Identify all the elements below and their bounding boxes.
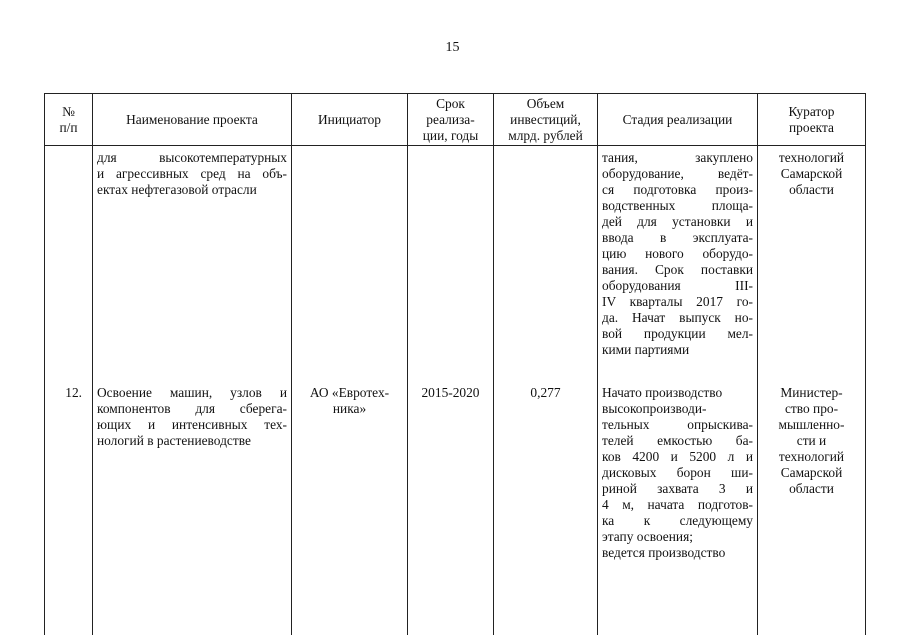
header-project-name: Наименование проекта [93, 94, 292, 146]
cell-stage: тания, закуплено оборудование, ведёт- ся подготовка произ- водственных площа- дей для установки и ввода в эксплуата- цию нового оборудо- вания. Срок поставки оборудования III- IV кварталы 2017 го- да. Начат выпуск но- вой продукции мел- кими партиями [598, 146, 758, 383]
page-number: 15 [445, 40, 460, 55]
cell-volume: 0,277 [494, 382, 598, 635]
header-stage: Стадия реализации [598, 94, 758, 146]
table-row-12 [45, 382, 866, 635]
cell-initiator: АО «Евротех- ника» [292, 382, 408, 635]
cell-volume [494, 146, 598, 383]
cell-project-name: для высокотемпературных и агрессивных сред на объ- ектах нефтегазовой отрасли [93, 146, 292, 383]
table-row-continued [45, 146, 866, 383]
cell-term [408, 146, 494, 383]
header-initiator: Инициатор [292, 94, 408, 146]
cell-initiator [292, 146, 408, 383]
header-curator: Куратор проекта [758, 94, 866, 146]
table-header-row [45, 94, 866, 146]
cell-stage: Начато производство высокопроизводи- тельных опрыскива- телей емкостью ба- ков 4200 и 5200 л и дисковых борон ши- риной захвата 3 и 4 м, начата подготов- ка к следующему этапу освоения; ведется производство [598, 382, 758, 635]
header-investment-volume: Объем инвестиций, млрд. рублей [494, 94, 598, 146]
cell-curator: технологий Самарской области [758, 146, 866, 383]
cell-project-name: Освоение машин, узлов и компонентов для сберега- ющих и интенсивных тех- нологий в растениеводстве [93, 382, 292, 635]
cell-number: 12. [45, 382, 93, 635]
cell-term: 2015-2020 [408, 382, 494, 635]
header-term: Срок реализа- ции, годы [408, 94, 494, 146]
cell-number [45, 146, 93, 383]
projects-table [44, 93, 866, 635]
header-number: № п/п [45, 94, 93, 146]
cell-curator: Министер- ство про- мышленно- сти и технологий Самарской области [758, 382, 866, 635]
